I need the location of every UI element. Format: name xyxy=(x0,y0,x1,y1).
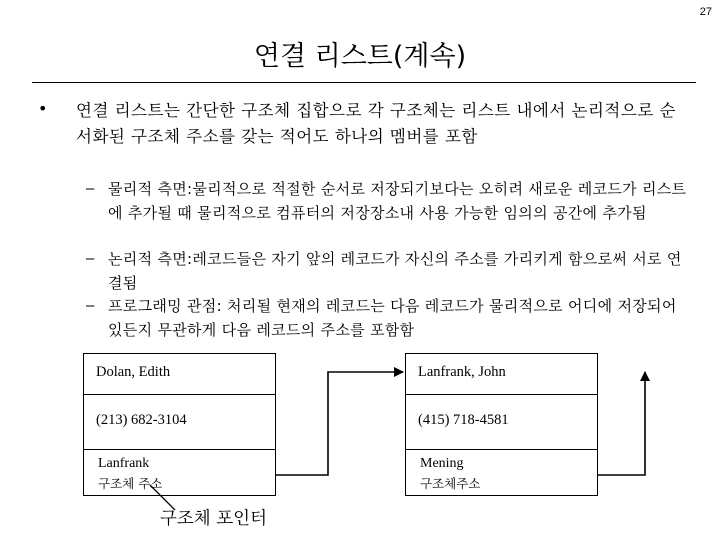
main-bullet-text: 연결 리스트는 간단한 구조체 집합으로 각 구조체는 리스트 내에서 논리적으로 순서화된 구조체 주소를 갖는 적어도 하나의 멤버를 포함 xyxy=(76,101,676,146)
sub-item-programming: 프로그래밍 관점: 처리될 현재의 레코드는 다음 레코드가 물리적으로 어디에 저장되어 있든지 무관하게 다음 레코드의 주소를 포함함 xyxy=(108,297,677,339)
sub-item-dash-2: – xyxy=(86,250,95,267)
pointer-arrow-1 xyxy=(275,372,403,475)
page-number: 27 xyxy=(699,6,712,18)
diagram-caption: 구조체 포인터 xyxy=(160,509,267,529)
sub-item-logical: 논리적 측면:레코드들은 자기 앞의 레코드가 자신의 주소를 가리키게 함으로써 서로 연결됨 xyxy=(108,250,682,292)
bullet-marker: • xyxy=(38,99,48,118)
record-name: Lanfrank, John xyxy=(418,364,506,380)
pointer-target-name: Mening xyxy=(420,456,464,471)
sub-item-dash-1: – xyxy=(86,180,95,197)
record-name: Dolan, Edith xyxy=(96,364,171,380)
record-phone: (415) 718-4581 xyxy=(418,412,509,428)
slide-title: 연결 리스트(계속) xyxy=(253,41,467,72)
sub-item-physical: 물리적 측면:물리적으로 적절한 순서로 저장되기보다는 오히려 새로운 레코드가 리스트에 추가될 때 물리적으로 컴퓨터의 저장장소내 사용 가능한 임의의 공간에 추가됨 xyxy=(108,180,687,222)
pointer-label: 구조체 주소 xyxy=(98,476,163,491)
pointer-arrow-2 xyxy=(597,372,645,475)
record-phone: (213) 682-3104 xyxy=(96,412,187,428)
sub-item-dash-3: – xyxy=(86,297,95,314)
pointer-target-name: Lanfrank xyxy=(98,456,150,471)
pointer-label: 구조체주소 xyxy=(420,476,481,491)
